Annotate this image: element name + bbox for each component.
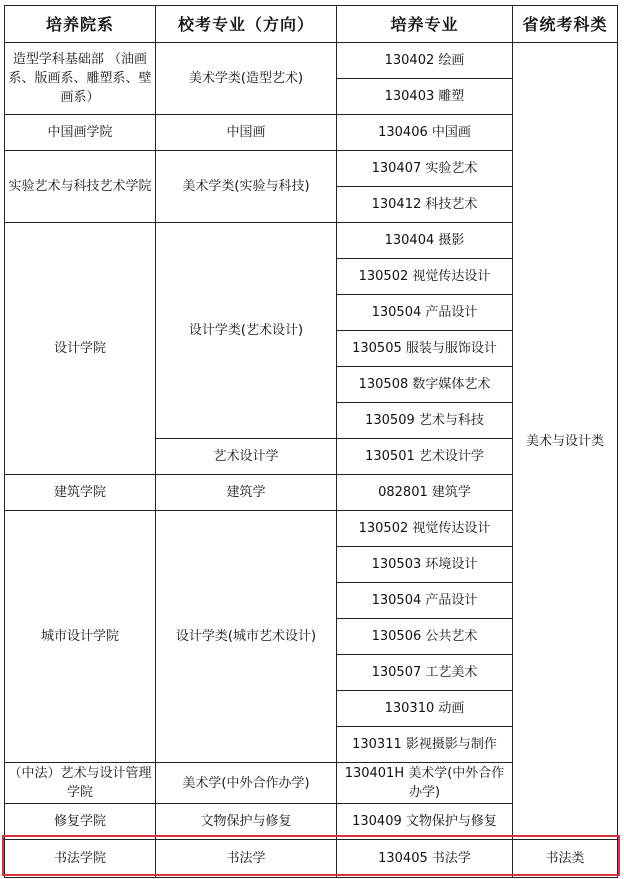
training-major-cell: 130310 动画 [337,691,513,727]
training-major-cell: 130502 视觉传达设计 [337,511,513,547]
training-major-cell: 130405 书法学 [337,840,513,878]
college-cell: 书法学院 [5,840,156,878]
training-major-cell: 130504 产品设计 [337,295,513,331]
exam-major-cell: 建筑学 [156,475,337,511]
training-major-cell: 130505 服装与服饰设计 [337,331,513,367]
college-cell: 修复学院 [5,804,156,840]
college-cell: 设计学院 [5,223,156,475]
college-cell: 中国画学院 [5,115,156,151]
training-major-cell: 130502 视觉传达设计 [337,259,513,295]
training-major-cell: 130401H 美术学(中外合作办学) [337,763,513,804]
exam-major-cell: 美术学(中外合作办学) [156,763,337,804]
training-major-cell: 130311 影视摄影与制作 [337,727,513,763]
table-row [5,43,618,79]
admissions-table [4,5,618,878]
header-row [5,6,618,43]
exam-major-cell: 设计学类(艺术设计) [156,223,337,439]
exam-major-cell: 设计学类(城市艺术设计) [156,511,337,763]
college-cell: 城市设计学院 [5,511,156,763]
training-major-cell: 130409 文物保护与修复 [337,804,513,840]
exam-major-cell: 中国画 [156,115,337,151]
province-category-cell: 美术与设计类 [513,43,618,840]
exam-major-cell: 美术学类(实验与科技) [156,151,337,223]
college-cell: 建筑学院 [5,475,156,511]
training-major-cell: 130506 公共艺术 [337,619,513,655]
header-training-major: 培养专业 [337,6,513,43]
training-major-cell: 130504 产品设计 [337,583,513,619]
exam-major-cell: 文物保护与修复 [156,804,337,840]
training-major-cell: 082801 建筑学 [337,475,513,511]
exam-major-cell: 书法学 [156,840,337,878]
training-major-cell: 130404 摄影 [337,223,513,259]
header-province-category: 省统考科类 [513,6,618,43]
training-major-cell: 130501 艺术设计学 [337,439,513,475]
training-major-cell: 130402 绘画 [337,43,513,79]
header-exam-major: 校考专业（方向） [156,6,337,43]
training-major-cell: 130508 数字媒体艺术 [337,367,513,403]
training-major-cell: 130406 中国画 [337,115,513,151]
college-cell: 造型学科基础部 （油画系、版画系、雕塑系、壁画系） [5,43,156,115]
college-cell: 实验艺术与科技艺术学院 [5,151,156,223]
training-major-cell: 130503 环境设计 [337,547,513,583]
exam-major-cell: 艺术设计学 [156,439,337,475]
header-college: 培养院系 [5,6,156,43]
training-major-cell: 130403 雕塑 [337,79,513,115]
table-row [5,840,618,878]
training-major-cell: 130507 工艺美术 [337,655,513,691]
training-major-cell: 130509 艺术与科技 [337,403,513,439]
college-cell: （中法）艺术与设计管理学院 [5,763,156,804]
training-major-cell: 130412 科技艺术 [337,187,513,223]
training-major-cell: 130407 实验艺术 [337,151,513,187]
province-category-cell: 书法类 [513,840,618,878]
exam-major-cell: 美术学类(造型艺术) [156,43,337,115]
